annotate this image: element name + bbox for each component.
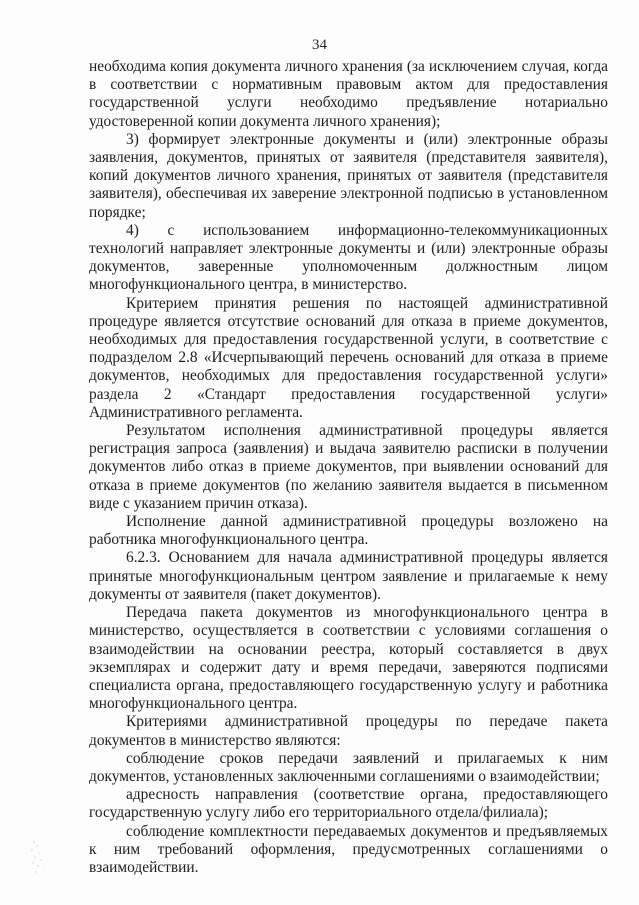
paragraph-package-transfer: Передача пакета документов из многофункционального центра в министерство, осуществляется в соответствии с условиями соглашения о взаимодействии на основании реестра, который составляется в двух экземплярах и содержит дату и время передачи, заверяются подписями специалиста органа, предоставляющего государственную услугу и работника многофункционального центра. — [89, 604, 608, 713]
paragraph-item-4: 4) с использованием информационно-телекоммуникационных технологий направляет электронные документы и (или) электронные образы документов, заверенные уполномоченным должностным лицом многофункционального центра, в министерство. — [89, 221, 608, 294]
paragraph-result: Результатом исполнения административной процедуры является регистрация запроса (заявления) и выдача заявителю расписки в получении документов либо отказ в приеме документов, при выявлении оснований для отказа в приеме документов (по желанию заявителя выдается в письменном виде с указанием причин отказа). — [89, 422, 608, 512]
paragraph-6-2-3: 6.2.3. Основанием для начала административной процедуры является принятые многофункциональным центром заявление и прилагаемые к нему документы от заявителя (пакет документов). — [89, 549, 608, 603]
paragraph-decision-criterion: Критерием принятия решения по настоящей административной процедуре является отсутствие оснований для отказа в приеме документов, необходимых для предоставления государственной услуги, в соответствие с подразделом 2.8 «Исчерпывающий перечень оснований для отказа в приеме документов, необходимых для предоставления государственной услуги» раздела 2 «Стандарт предоставления государственной услуги» Административного регламента. — [89, 294, 608, 421]
document-body — [89, 58, 608, 877]
paragraph-criterion-completeness: соблюдение комплектности передаваемых документов и предъявляемых к ним требований оформления, предусмотренных соглашениями о взаимодействии. — [89, 822, 608, 876]
paragraph-criterion-addressing: адресность направления (соответствие органа, предоставляющего государственную услугу либо его территориального отдела/филиала); — [89, 786, 608, 822]
paragraph-criterion-deadlines: соблюдение сроков передачи заявлений и прилагаемых к ним документов, установленных заключенными соглашениями о взаимодействии; — [89, 749, 608, 785]
paragraph-notarial-copy: необходима копия документа личного хранения (за исключением случая, когда в соответствии с нормативным правовым актом для предоставления государственной услуги необходимо предъявление нотариально удостоверенной копии документа личного хранения); — [89, 58, 608, 130]
paragraph-item-3: 3) формирует электронные документы и (или) электронные образы заявления, документов, принятых от заявителя (представителя заявителя), копий документов личного хранения, принятых от заявителя (представителя заявителя), обеспечивая их заверение электронной подписью в установленном порядке; — [89, 130, 608, 221]
scan-speckle-mark — [28, 838, 58, 878]
paragraph-executor: Исполнение данной административной процедуры возложено на работника многофункционального центра. — [89, 513, 608, 549]
page-number: 34 — [312, 37, 327, 53]
paragraph-criteria-intro: Критериями административной процедуры по передаче пакета документов в министерство являются: — [89, 713, 608, 749]
